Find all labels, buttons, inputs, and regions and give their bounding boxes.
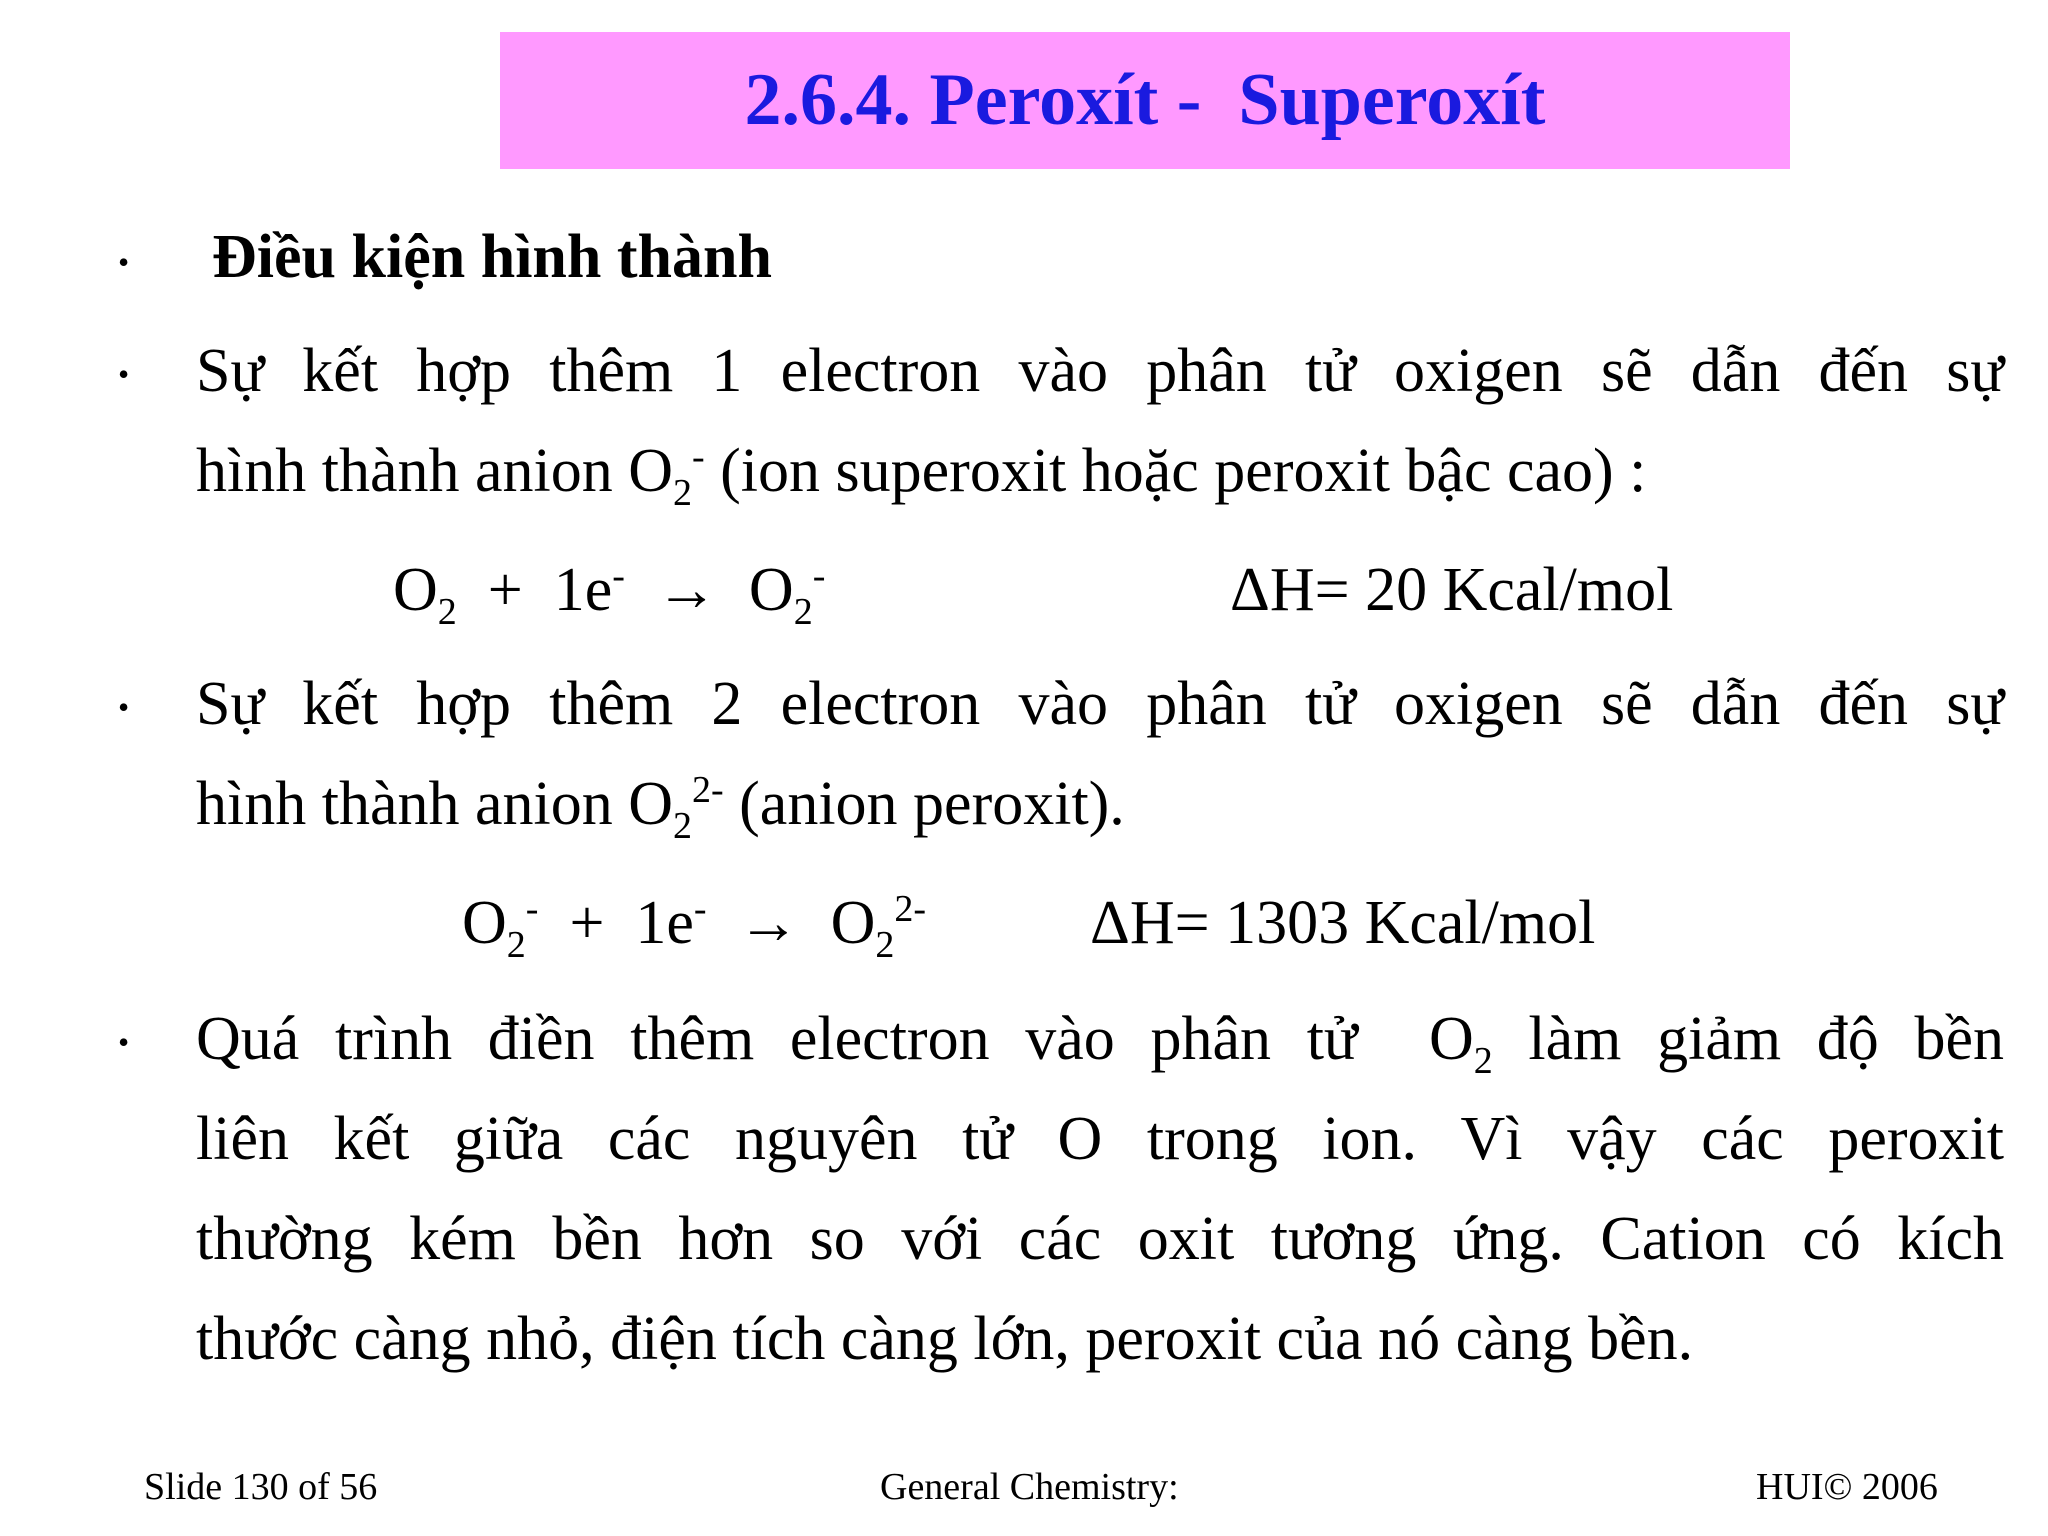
- equation-1-reaction: $O_2 + 1e^- \to O_2^-$: [393, 555, 826, 633]
- section-heading: Điều kiện hình thành: [212, 223, 772, 291]
- slide-title: 2.6.4. Peroxít - Superoxít: [744, 59, 1546, 141]
- bullet-dot: •: [118, 1024, 130, 1060]
- bullet-dot: •: [118, 244, 130, 280]
- footer-copyright: HUI© 2006: [1756, 1466, 1938, 1508]
- bullet-dot: •: [118, 689, 130, 725]
- footer-course-name: General Chemistry:: [880, 1466, 1179, 1508]
- bullet-1-line-2: hình thành anion $O_2^-$ (ion superoxit hoặc peroxit bậc cao) :: [196, 436, 1647, 514]
- equation-1-enthalpy: ΔH= 20 Kcal/mol: [1230, 556, 1674, 624]
- bullet-1-line-1: Sự kết hợp thêm 1 electron vào phân tử oxigen sẽ dẫn đến sự: [196, 337, 2004, 405]
- bullet-2-line-1: Sự kết hợp thêm 2 electron vào phân tử oxigen sẽ dẫn đến sự: [196, 670, 2004, 738]
- bullet-3-line-3: thường kém bền hơn so với các oxit tương ứng. Cation có kích: [196, 1205, 2004, 1273]
- equation-2-enthalpy: ΔH= 1303 Kcal/mol: [1090, 889, 1596, 957]
- bullet-dot: •: [118, 356, 130, 392]
- bullet-2-line-2: hình thành anion $O_2^{2-}$ (anion peroxit).: [196, 769, 1125, 847]
- bullet-3-line-4: thước càng nhỏ, điện tích càng lớn, peroxit của nó càng bền.: [196, 1305, 1694, 1373]
- title-banner: [500, 32, 1790, 169]
- footer-slide-number: Slide 130 of 56: [144, 1466, 378, 1508]
- bullet-3-line-2: liên kết giữa các nguyên tử O trong ion. Vì vậy các peroxit: [196, 1105, 2004, 1173]
- bullet-3-line-1: Quá trình điền thêm electron vào phân tử $O_2$ làm giảm độ bền: [196, 1005, 2004, 1082]
- equation-2-reaction: $O_2^- + 1e^- \to O_2^{2-}$: [462, 888, 927, 966]
